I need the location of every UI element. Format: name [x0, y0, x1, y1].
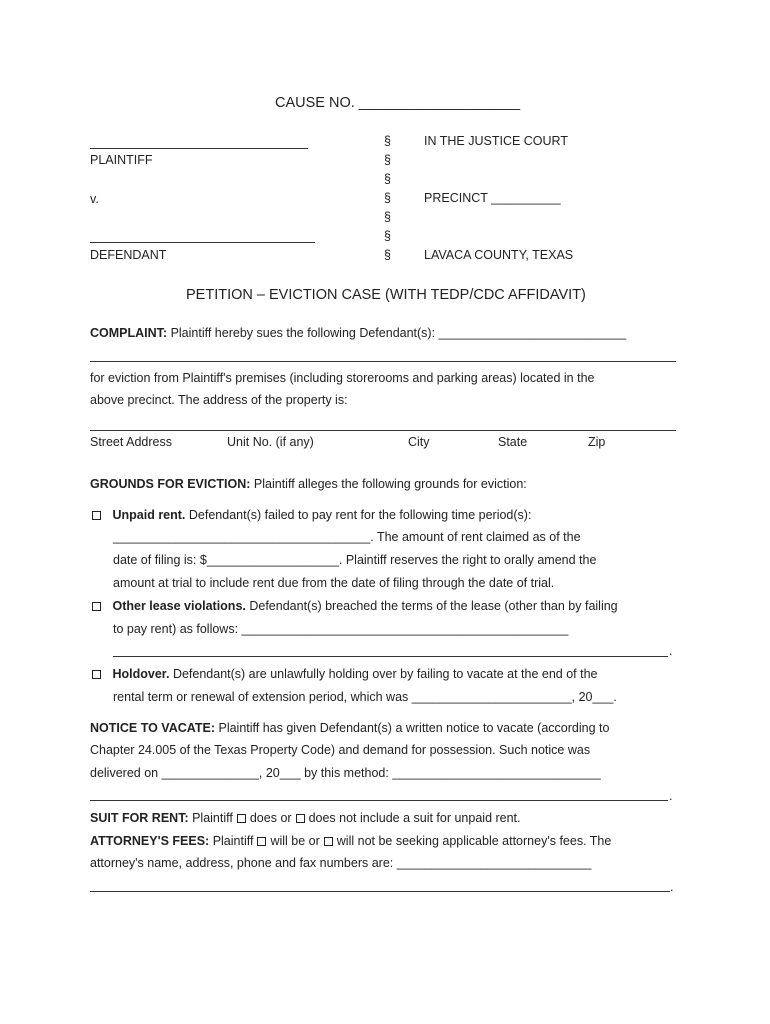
notice-label: NOTICE TO VACATE: — [90, 721, 215, 735]
suit-does-checkbox[interactable] — [237, 814, 246, 823]
section-mark: § — [384, 172, 391, 186]
other-violations-text-1: Defendant(s) breached the terms of the lease (other than by failing — [249, 599, 618, 613]
versus-label: v. — [90, 192, 99, 206]
precinct-field[interactable]: PRECINCT __________ — [424, 191, 561, 205]
holdover-checkbox[interactable] — [92, 670, 101, 679]
suit-for-rent-paragraph — [90, 810, 521, 826]
attorney-will-checkbox[interactable] — [257, 837, 266, 846]
other-violations-text-2[interactable]: to pay rent) as follows: _______________________________________________ — [113, 622, 569, 636]
notice-text-2: Chapter 24.005 of the Texas Property Code) and demand for possession. Such notice was — [90, 743, 591, 757]
section-mark: § — [384, 248, 391, 262]
suit-does-not-checkbox[interactable] — [296, 814, 305, 823]
other-violations-checkbox[interactable] — [92, 602, 101, 611]
other-violations-blank-line[interactable] — [113, 656, 668, 657]
suit-for-rent-label: SUIT FOR RENT: — [90, 811, 189, 825]
attorney-info-blank-line[interactable] — [90, 891, 670, 892]
holdover-text-2[interactable]: rental term or renewal of extension period, which was _______________________, 20___. — [113, 690, 617, 704]
attorney-fees-label: ATTORNEY'S FEES: — [90, 834, 210, 848]
grounds-text: Plaintiff alleges the following grounds for eviction: — [253, 477, 527, 491]
section-mark: § — [384, 134, 391, 148]
attorney-fees-paragraph — [90, 833, 611, 849]
court-name: IN THE JUSTICE COURT — [424, 134, 568, 148]
document-title: PETITION – EVICTION CASE (WITH TEDP/CDC AFFIDAVIT) — [186, 287, 586, 303]
complaint-paragraph — [90, 325, 626, 341]
address-state-label: State — [498, 435, 528, 449]
unpaid-rent-text-1: Defendant(s) failed to pay rent for the following time period(s): — [188, 508, 532, 522]
suit-for-rent-mid: does or — [249, 811, 292, 825]
attorney-period: . — [670, 880, 674, 894]
other-violations-item — [92, 598, 618, 614]
unpaid-rent-item — [92, 507, 531, 523]
notice-method-line[interactable] — [90, 800, 668, 801]
plaintiff-blank-line[interactable] — [90, 148, 308, 149]
defendant-blank-line[interactable] — [90, 242, 315, 243]
other-violations-period: . — [669, 644, 673, 658]
attorney-info-line[interactable]: attorney's name, address, phone and fax numbers are: ____________________________ — [90, 856, 592, 870]
defendant-label: DEFENDANT — [90, 248, 167, 262]
attorney-will-not-checkbox[interactable] — [324, 837, 333, 846]
holdover-item — [92, 666, 598, 682]
complaint-label: COMPLAINT: — [90, 326, 168, 340]
complaint-line-3: above precinct. The address of the property is: — [90, 393, 348, 407]
attorney-fees-post: will not be seeking applicable attorney's fees. The — [336, 834, 612, 848]
unpaid-rent-text-3[interactable]: date of filing is: $___________________. Plaintiff reserves the right to orally amend the — [113, 553, 597, 567]
section-mark: § — [384, 153, 391, 167]
attorney-fees-mid: will be or — [270, 834, 320, 848]
section-mark: § — [384, 191, 391, 205]
other-violations-label: Other lease violations. — [112, 599, 246, 613]
attorney-fees-pre: Plaintiff — [212, 834, 254, 848]
address-line[interactable] — [90, 430, 676, 431]
suit-for-rent-post: does not include a suit for unpaid rent. — [308, 811, 521, 825]
holdover-text-1: Defendant(s) are unlawfully holding over by failing to vacate at the end of the — [172, 667, 598, 681]
cause-number: CAUSE NO. ____________________ — [275, 95, 521, 111]
notice-paragraph — [90, 720, 609, 736]
section-mark: § — [384, 229, 391, 243]
address-unit-label: Unit No. (if any) — [227, 435, 314, 449]
unpaid-rent-label: Unpaid rent. — [112, 508, 186, 522]
address-zip-label: Zip — [588, 435, 606, 449]
section-mark: § — [384, 210, 391, 224]
notice-period: . — [669, 789, 673, 803]
unpaid-rent-text-4: amount at trial to include rent due from the date of filing through the date of trial. — [113, 576, 555, 590]
complaint-text[interactable]: Plaintiff hereby sues the following Defendant(s): ___________________________ — [170, 326, 627, 340]
plaintiff-label: PLAINTIFF — [90, 153, 153, 167]
notice-text-1: Plaintiff has given Defendant(s) a written notice to vacate (according to — [218, 721, 610, 735]
county-name: LAVACA COUNTY, TEXAS — [424, 248, 574, 262]
complaint-line-2: for eviction from Plaintiff's premises (including storerooms and parking areas) located in the — [90, 371, 595, 385]
defendant-names-line[interactable] — [90, 361, 676, 362]
notice-text-3[interactable]: delivered on ______________, 20___ by this method: ______________________________ — [90, 766, 601, 780]
address-street-label: Street Address — [90, 435, 172, 449]
unpaid-rent-text-2[interactable]: _____________________________________. The amount of rent claimed as of the — [113, 530, 581, 544]
unpaid-rent-checkbox[interactable] — [92, 511, 101, 520]
address-city-label: City — [408, 435, 430, 449]
grounds-paragraph — [90, 476, 527, 492]
holdover-label: Holdover. — [112, 667, 170, 681]
suit-for-rent-pre: Plaintiff — [192, 811, 233, 825]
grounds-label: GROUNDS FOR EVICTION: — [90, 477, 251, 491]
